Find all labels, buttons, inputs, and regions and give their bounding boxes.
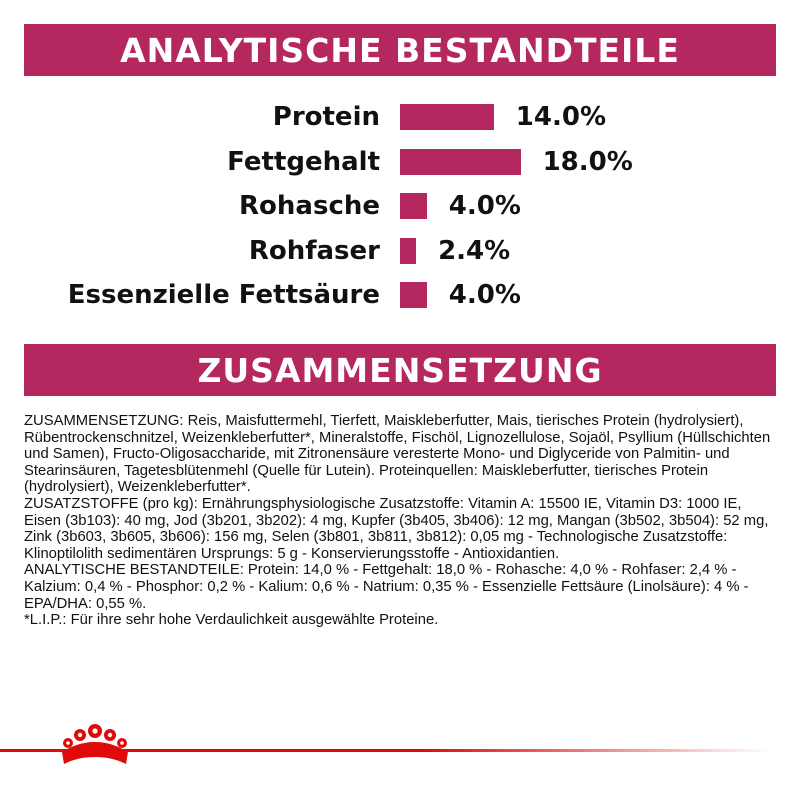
footnote-paragraph: *L.I.P.: Für ihre sehr hohe Verdaulichkeit ausgewählte Proteine. (24, 612, 439, 629)
nutrient-row (0, 97, 800, 137)
royal-canin-crown-icon (56, 722, 134, 772)
nutrient-value: 14.0% (515, 102, 606, 132)
nutrient-bar (400, 193, 427, 219)
nutrient-bar (400, 149, 521, 175)
composition-paragraph: ZUSAMMENSETZUNG: Reis, Maisfuttermehl, Tierfett, Maiskleberfutter, Mais, tierisches Protein (hydrolysiert), Rübentrockenschnitzel, Weizenkleberfutter*, Mineralstoffe, Fischöl, Lignozellulose, Sojaöl, Psyllium (Hüllschichten und Samen), Fructo-Oligosaccharide, mit Zitronensäure veresterte Mono- und Diglyceride von Palmitin- und Stearinsäuren, Tagetesblütenmehl (Quelle für Lutein). Proteinquellen: Maiskleberfutter, tierisches Protein (hydrolysiert), Weizenkleberfutter*. (24, 413, 771, 496)
nutrient-label: Essenzielle Fettsäure (67, 280, 380, 310)
nutrient-bar (400, 282, 427, 308)
nutrient-bar (400, 238, 416, 264)
nutrient-value: 4.0% (448, 191, 521, 221)
nutrient-row (0, 186, 800, 226)
composition-header (24, 344, 776, 396)
composition-title: ZUSAMMENSETZUNG (197, 350, 603, 390)
nutrient-label: Rohfaser (248, 235, 380, 266)
nutrient-row (0, 231, 800, 271)
nutrient-value: 2.4% (438, 235, 511, 266)
analytical-paragraph: ANALYTISCHE BESTANDTEILE: Protein: 14,0 % - Fettgehalt: 18,0 % - Rohasche: 4,0 % - Rohfaser: 2,4 % - Kalzium: 0,4 % - Phosphor: 0,2 % - Kalium: 0,6 % - Natrium: 0,35 % - Essenzielle Fettsäure (Linolsäure): 4 % - EPA/DHA: 0,55 %. (24, 562, 749, 612)
nutrient-bar (400, 104, 494, 130)
nutrient-value: 18.0% (542, 146, 633, 177)
additives-paragraph: ZUSATZSTOFFE (pro kg): Ernährungsphysiologische Zusatzstoffe: Vitamin A: 15500 IE, Vitamin D3: 1000 IE, Eisen (3b103): 40 mg, Jod (3b201, 3b202): 4 mg, Kupfer (3b405, 3b406): 12 mg, Mangan (3b502, 3b504): 52 mg, Zink (3b603, 3b605, 3b606): 156 mg, Selen (3b801, 3b811, 3b812): 0,05 mg - Technologische Zusatzstoffe: Klinoptilolith sedimentären Ursprungs: 5 g - Konservierungsstoffe - Antioxidantien. (24, 495, 769, 562)
nutrient-label: Fettgehalt (227, 146, 380, 177)
nutrient-label: Protein (272, 102, 380, 132)
nutrient-label: Rohasche (239, 191, 380, 221)
analytical-constituents-header (24, 24, 776, 76)
analytical-constituents-title: ANALYTISCHE BESTANDTEILE (120, 30, 680, 70)
nutrient-value: 4.0% (448, 280, 521, 310)
composition-text (24, 413, 780, 629)
nutrient-row (0, 275, 800, 315)
nutrient-row (0, 142, 800, 182)
